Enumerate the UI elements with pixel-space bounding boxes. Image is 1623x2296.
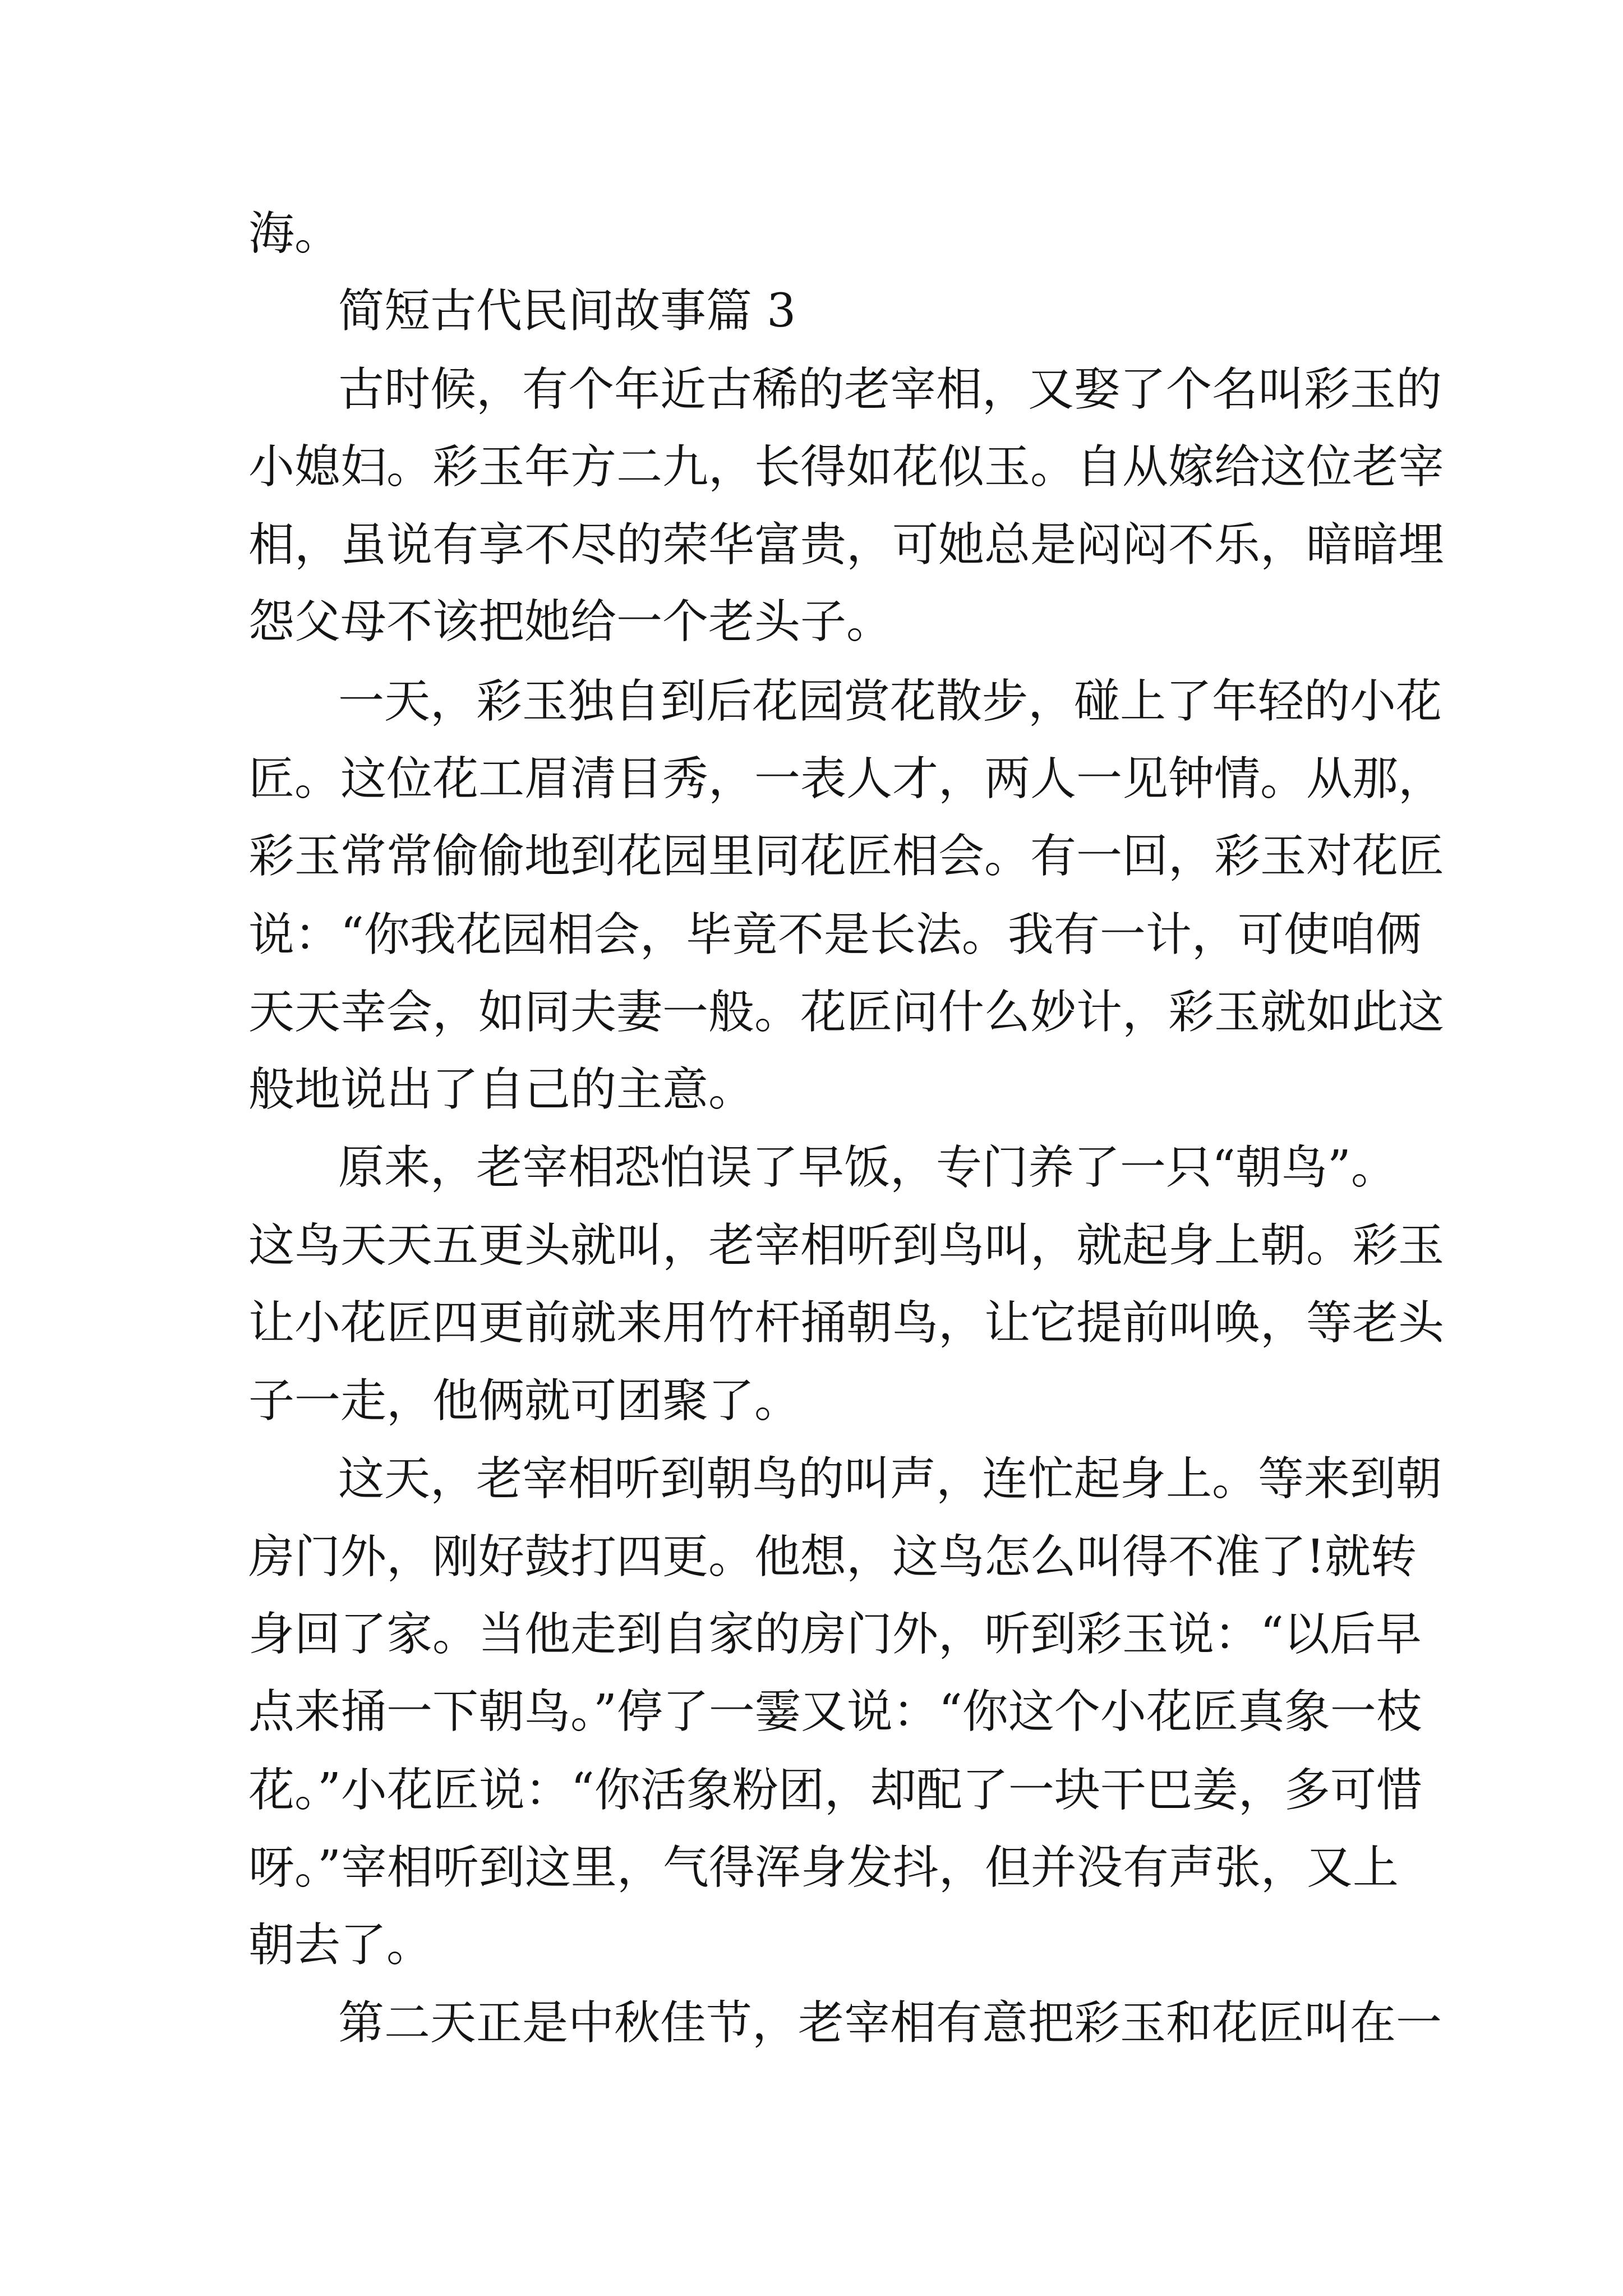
paragraph-line: 天天幸会，如同夫妻一般。花匠问什么妙计，彩玉就如此这 bbox=[248, 986, 1445, 1039]
paragraph-line: 匠。这位花工眉清目秀，一表人才，两人一见钟情。从那， bbox=[248, 752, 1445, 806]
paragraph-line: 相，虽说有享不尽的荣华富贵，可她总是闷闷不乐，暗暗埋 bbox=[248, 518, 1445, 572]
opening-fragment: 海。 bbox=[248, 207, 341, 260]
paragraph-line: 这鸟天天五更头就叫，老宰相听到鸟叫，就起身上朝。彩玉 bbox=[248, 1219, 1445, 1272]
paragraph-line: 般地说出了自己的主意。 bbox=[248, 1063, 755, 1116]
paragraph-line: 花。”小花匠说：“你活象粉团，却配了一块干巴姜，多可惜 bbox=[248, 1764, 1422, 1817]
paragraph-line: 说：“你我花园相会，毕竟不是长法。我有一计，可使咱俩 bbox=[248, 908, 1422, 961]
paragraph-line: 房门外，刚好鼓打四更。他想，这鸟怎么叫得不准了!就转 bbox=[248, 1530, 1417, 1584]
paragraph-line: 点来捅一下朝鸟。”停了一霎又说：“你这个小花匠真象一枝 bbox=[248, 1685, 1422, 1738]
paragraph-line: 朝去了。 bbox=[248, 1918, 433, 1972]
paragraph-line: 第二天正是中秋佳节，老宰相有意把彩玉和花匠叫在一 bbox=[338, 1996, 1442, 2050]
paragraph-line: 原来，老宰相恐怕误了早饭，专门养了一只“朝鸟”。 bbox=[338, 1141, 1397, 1194]
paragraph-line: 呀。”宰相听到这里，气得浑身发抖，但并没有声张，又上 bbox=[248, 1841, 1399, 1894]
paragraph-line: 彩玉常常偷偷地到花园里同花匠相会。有一回，彩玉对花匠 bbox=[248, 830, 1445, 883]
section-title: 简短古代民间故事篇 3 bbox=[338, 284, 796, 338]
paragraph-line: 这天，老宰相听到朝鸟的叫声，连忙起身上。等来到朝 bbox=[338, 1452, 1442, 1506]
paragraph-line: 身回了家。当他走到自家的房门外，听到彩玉说：“以后早 bbox=[248, 1608, 1422, 1661]
paragraph-line: 怨父母不该把她给一个老头子。 bbox=[248, 595, 893, 648]
paragraph-line: 让小花匠四更前就来用竹杆捅朝鸟，让它提前叫唤，等老头 bbox=[248, 1296, 1445, 1350]
paragraph-line: 一天，彩玉独自到后花园赏花散步，碰上了年轻的小花 bbox=[338, 675, 1442, 728]
paragraph-line: 古时候，有个年近古稀的老宰相，又娶了个名叫彩玉的 bbox=[338, 363, 1442, 416]
paragraph-line: 子一走，他俩就可团聚了。 bbox=[248, 1374, 801, 1428]
paragraph-line: 小媳妇。彩玉年方二九，长得如花似玉。自从嫁给这位老宰 bbox=[248, 440, 1445, 494]
